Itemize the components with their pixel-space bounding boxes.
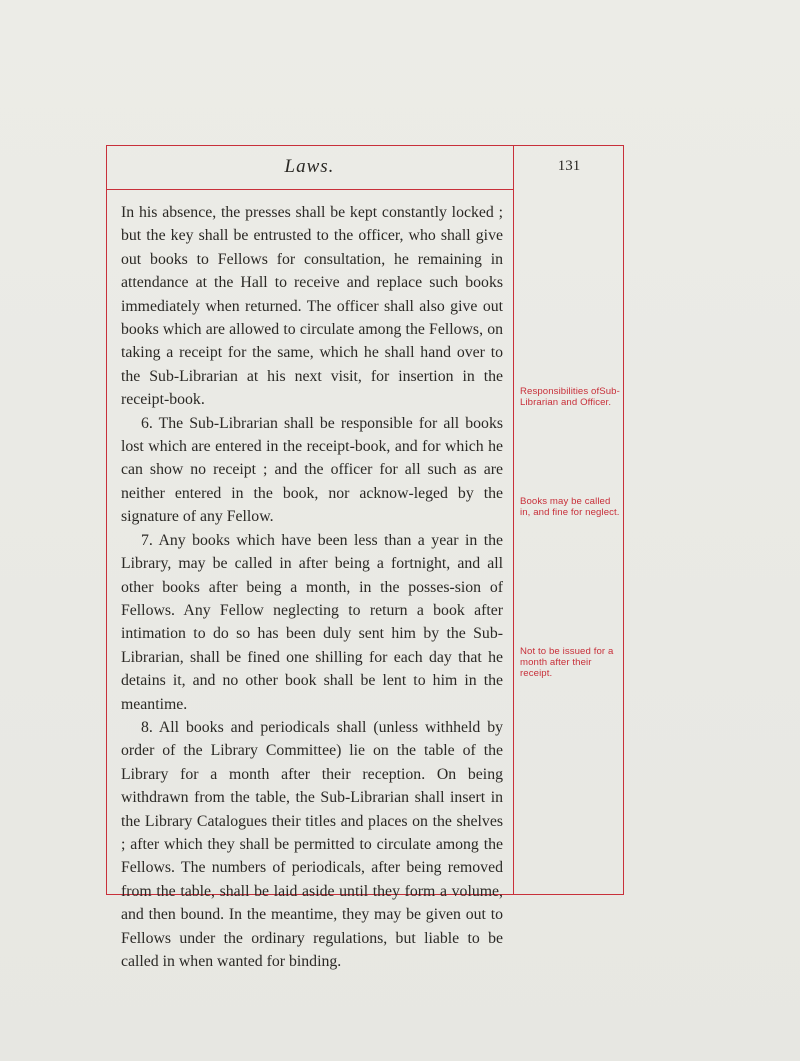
body-text	[121, 201, 503, 973]
header-rule	[106, 189, 513, 190]
marginal-note-responsibilities: Responsibilities ofSub-Librarian and Officer.	[520, 386, 620, 408]
running-head: Laws.	[284, 156, 335, 177]
page-number: 131	[557, 158, 581, 174]
paragraph-rule-6: 6. The Sub-Librarian shall be responsible for all books lost which are entered in the receipt-book, and for which he can show no receipt ; and the officer for all such as are neither entered in the book, nor acknow-leged by the signature of any Fellow.	[121, 414, 503, 526]
paragraph-rule-7: 7. Any books which have been less than a year in the Library, may be called in after being a fortnight, and all other books after being a month, in the posses-sion of Fellows. Any Fellow neglecting to return a book after intimation to do so has been duly sent him by the Sub-Librarian, shall be fined one shilling for each day that he detains it, and no other book shall be lent to him in the meantime.	[121, 531, 503, 713]
paragraph-rule-8: 8. All books and periodicals shall (unless withheld by order of the Library Committee) lie on the table of the Library for a month after their reception. On being withdrawn from the table, the Sub-Librarian shall insert in the Library Catalogues their titles and places on the shelves ; after which they shall be permitted to circulate among the Fellows. The numbers of periodicals, after being removed from the table, shall be laid aside until they form a volume, and then bound. In the meantime, they may be given out to Fellows under the ordinary regulations, but liable to be called in when wanted for binding.	[121, 718, 503, 970]
marginal-note-recall-fine: Books may be called in, and fine for neglect.	[520, 496, 620, 518]
paragraph-continued: In his absence, the presses shall be kept constantly locked ; but the key shall be entrusted to the officer, who shall give out books to Fellows for consultation, he remaining in attendance at the Hall to receive and replace such books immediately when returned. The officer shall also give out books which are allowed to circulate among the Fellows, on taking a receipt for the same, which he shall hand over to the Sub-Librarian at his next visit, for insertion in the receipt-book.	[121, 204, 503, 409]
marginal-note-issue-delay: Not to be issued for a month after their receipt.	[520, 646, 614, 679]
margin-column-divider	[513, 145, 514, 895]
